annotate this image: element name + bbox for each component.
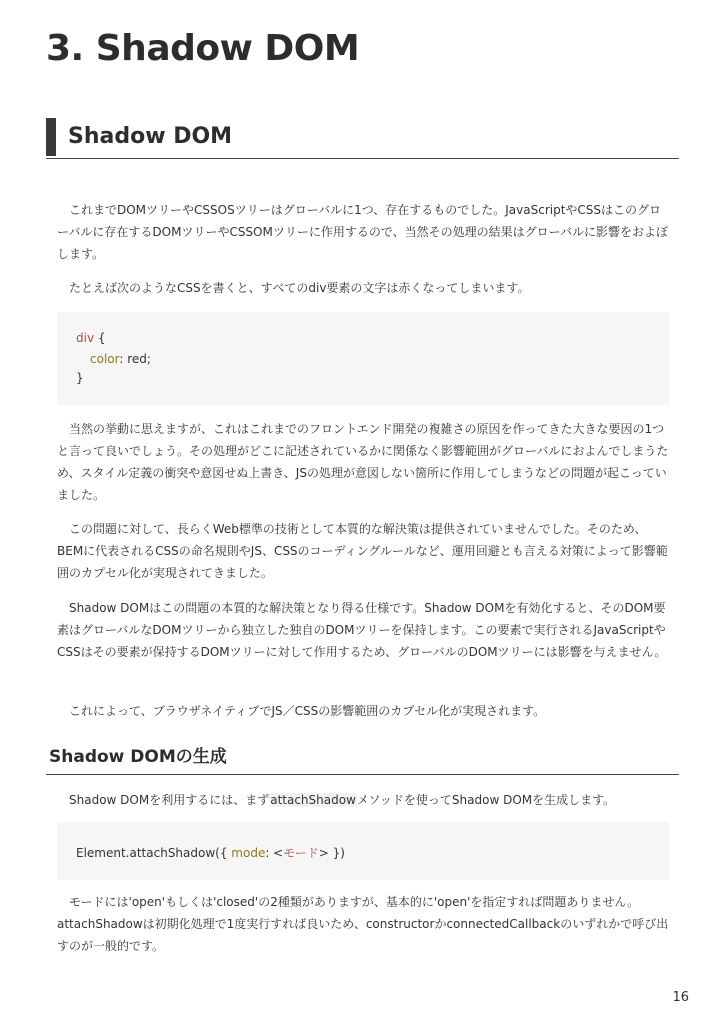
- page-number: 16: [672, 990, 689, 1005]
- code-prefix: Element.attachShadow({: [76, 846, 232, 860]
- code-property: color: [90, 352, 120, 366]
- paragraph-1: これまでDOMツリーやCSSOSツリーはグローバルに1つ、存在するものでした。JavaScriptやCSSはこのグローバルに存在するDOMツリーやCSSOMツリーに作用するので、当然その処理の結果はグローバルに影響をおよぼします。: [57, 203, 669, 261]
- code-line-1: [76, 331, 106, 345]
- code-line-3: [76, 371, 84, 385]
- paragraph-4: この問題に対して、長らくWeb標準の技術として本質的な解決策は提供されていませんでした。そのため、BEMに代表されるCSSの命名規則やJS、CSSのコーディングルールなど、運用回避とも言える対策によって影響範囲のカプセル化が実現されてきました。: [57, 522, 668, 580]
- subsection-header: [46, 742, 679, 775]
- code-open-brace: {: [94, 331, 106, 345]
- code-value: : red;: [119, 352, 151, 366]
- chapter-title: 3. Shadow DOM: [46, 28, 360, 69]
- css-code-block: [57, 312, 669, 405]
- text-after-code: メソッドを使ってShadow DOMを生成します。: [356, 793, 616, 807]
- code-line-attachshadow: [76, 844, 345, 861]
- section-header: [46, 118, 679, 159]
- attachshadow-code-block: [57, 822, 669, 880]
- section-bar: [46, 118, 56, 156]
- inline-code-attachshadow: attachShadow: [270, 793, 356, 807]
- code-close-brace: }: [76, 371, 84, 385]
- text-before-code: Shadow DOMを利用するには、まず: [69, 793, 270, 807]
- code-selector: div: [76, 331, 95, 345]
- section-title: Shadow DOM: [68, 124, 233, 149]
- paragraph-2: たとえば次のようなCSSを書くと、すべてのdiv要素の文字は赤くなってしまいます。: [69, 281, 530, 295]
- subsection-paragraph-2: モードには'open'もしくは'closed'の2種類がありますが、基本的に'open'を指定すれば問題ありません。attachShadowは初期化処理で1度実行すれば良いため、constructorかconnectedCallbackのいずれかで呼び出すのが一般的です。: [57, 895, 669, 953]
- paragraph-6: これによって、ブラウザネイティブでJS／CSSの影響範囲のカプセル化が実現されます。: [69, 704, 546, 718]
- subsection-paragraph-1: [57, 789, 669, 811]
- code-key-mode: mode: [231, 846, 266, 860]
- code-line-2: [90, 352, 151, 366]
- paragraph-3: 当然の挙動に思えますが、これはこれまでのフロントエンド開発の複雑さの原因を作ってきた大きな要因の1つと言って良いでしょう。その処理がどこに記述されているかに関係なく影響範囲がグローバルにおよんでしまうため、スタイル定義の衝突や意図せぬ上書き、JSの処理が意図しない箇所に作用してしまうなどの問題が起こっていました。: [57, 422, 669, 502]
- subsection-title: Shadow DOMの生成: [49, 747, 227, 767]
- paragraph-5: Shadow DOMはこの問題の本質的な解決策となり得る仕様です。Shadow DOMを有効化すると、そのDOM要素はグローバルなDOMツリーから独立した独自のDOMツリーを保持します。この要素で実行されるJavaScriptやCSSはその要素が保持するDOMツリーに対して作用するため、グローバルのDOMツリーには影響を与えません。: [57, 601, 667, 659]
- code-suffix: > }): [318, 846, 345, 860]
- code-mode-placeholder: モード: [283, 846, 319, 860]
- code-mid: : <: [265, 846, 284, 860]
